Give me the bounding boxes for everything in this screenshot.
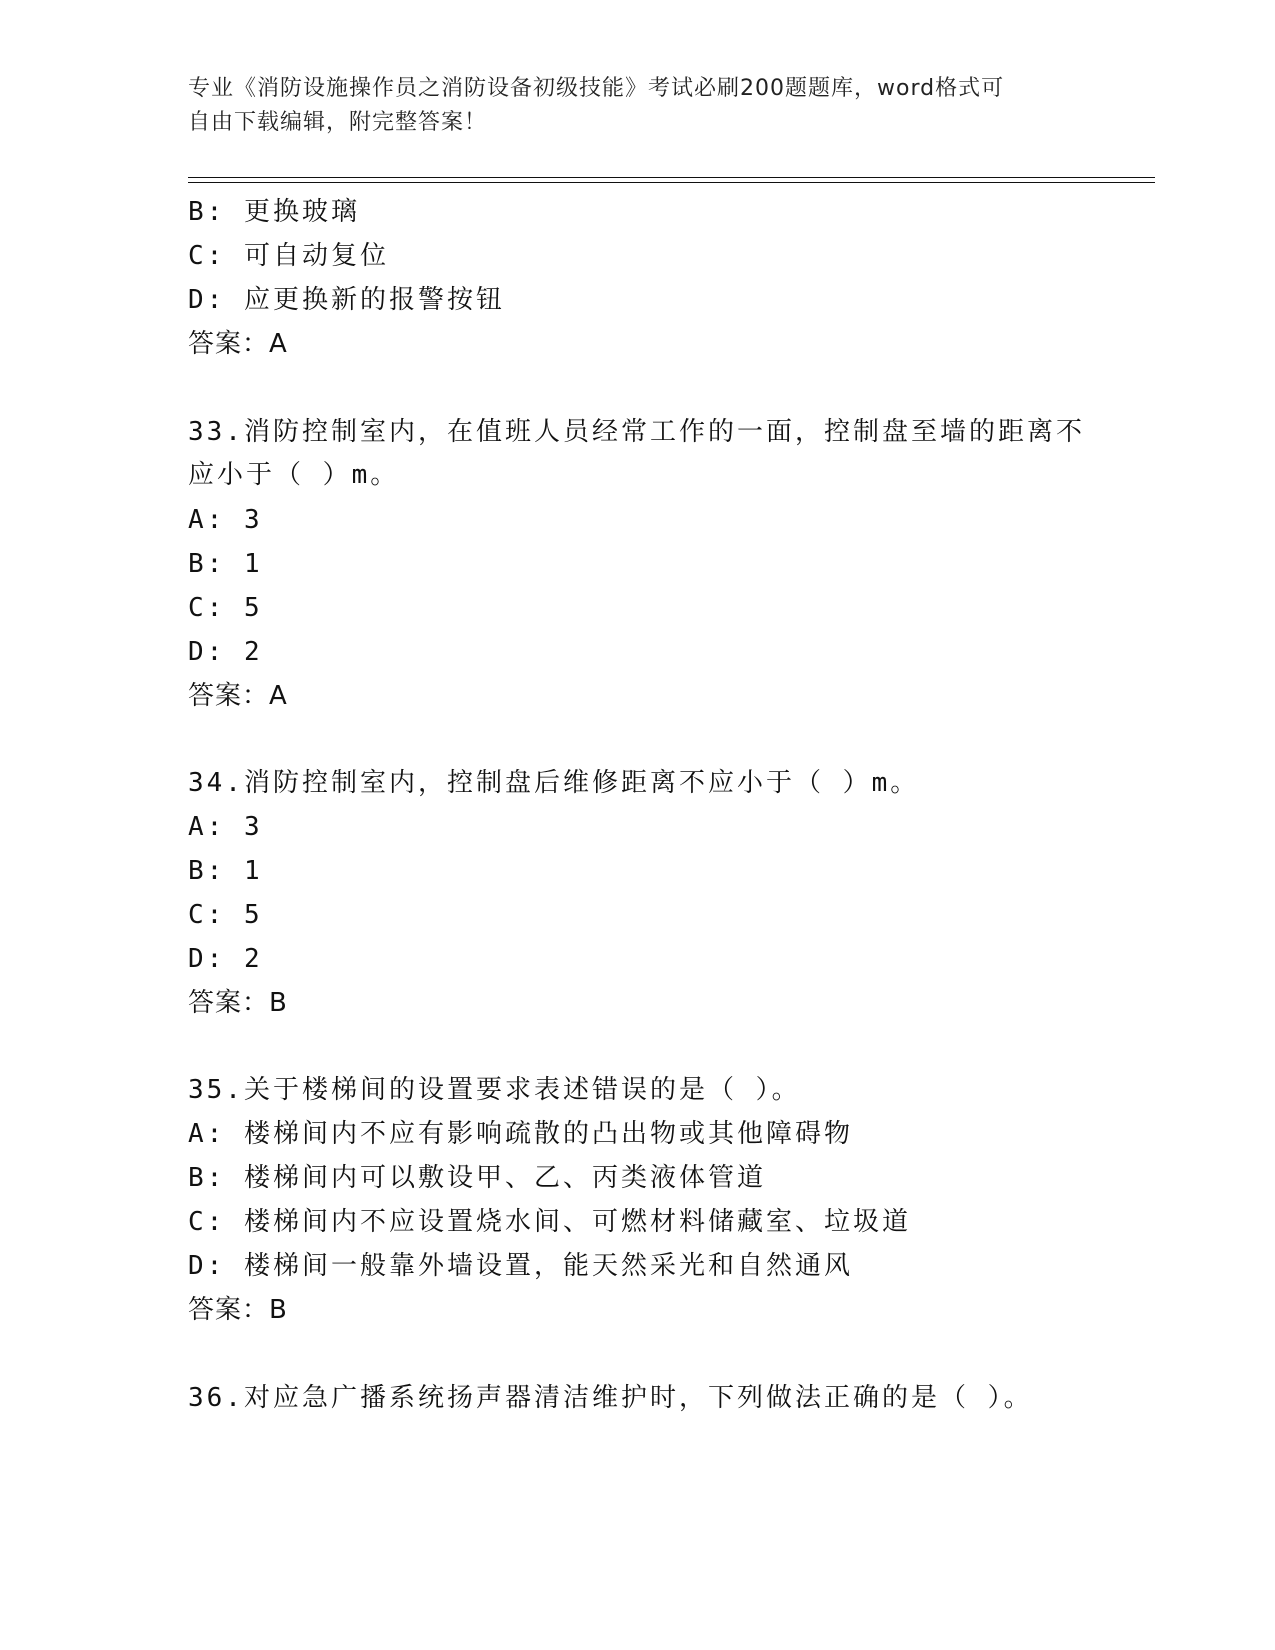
q33-stem-line-2: 应小于（ ）m。 [188, 460, 400, 490]
q34-option-b: B: 1 [188, 856, 263, 886]
header-divider-bottom [188, 182, 1155, 183]
q33-option-d: D: 2 [188, 637, 263, 667]
q36-stem-line-1: 36.对应急广播系统扬声器清洁维护时，下列做法正确的是（ ）。 [188, 1383, 1033, 1413]
q34-option-d: D: 2 [188, 944, 263, 974]
q33-stem-line-1: 33.消防控制室内，在值班人员经常工作的一面，控制盘至墙的距离不 [188, 417, 1085, 447]
header-line-2: 自由下载编辑，附完整答案！ [188, 110, 488, 135]
q33-answer: 答案：A [188, 681, 288, 711]
q32-option-c: C: 可自动复位 [188, 241, 389, 271]
q32-option-b: B: 更换玻璃 [188, 197, 360, 227]
q34-answer: 答案：B [188, 988, 288, 1018]
q35-option-d: D: 楼梯间一般靠外墙设置，能天然采光和自然通风 [188, 1251, 853, 1281]
q32-option-d: D: 应更换新的报警按钮 [188, 285, 505, 315]
q35-option-c: C: 楼梯间内不应设置烧水间、可燃材料储藏室、垃圾道 [188, 1207, 911, 1237]
q35-option-a: A: 楼梯间内不应有影响疏散的凸出物或其他障碍物 [188, 1119, 853, 1149]
q35-answer: 答案：B [188, 1295, 288, 1325]
page-header [188, 72, 1088, 140]
q35-option-b: B: 楼梯间内可以敷设甲、乙、丙类液体管道 [188, 1163, 766, 1193]
header-line-1: 专业《消防设施操作员之消防设备初级技能》考试必刷200题题库，word格式可 [188, 76, 1005, 101]
q34-stem-line-1: 34.消防控制室内，控制盘后维修距离不应小于（ ）m。 [188, 768, 920, 798]
header-divider-top [188, 177, 1155, 178]
q33-option-a: A: 3 [188, 505, 263, 535]
q32-answer: 答案：A [188, 329, 288, 359]
q34-option-a: A: 3 [188, 812, 263, 842]
q33-option-c: C: 5 [188, 593, 263, 623]
q34-option-c: C: 5 [188, 900, 263, 930]
q35-stem-line-1: 35.关于楼梯间的设置要求表述错误的是（ ）。 [188, 1075, 801, 1105]
q33-option-b: B: 1 [188, 549, 263, 579]
